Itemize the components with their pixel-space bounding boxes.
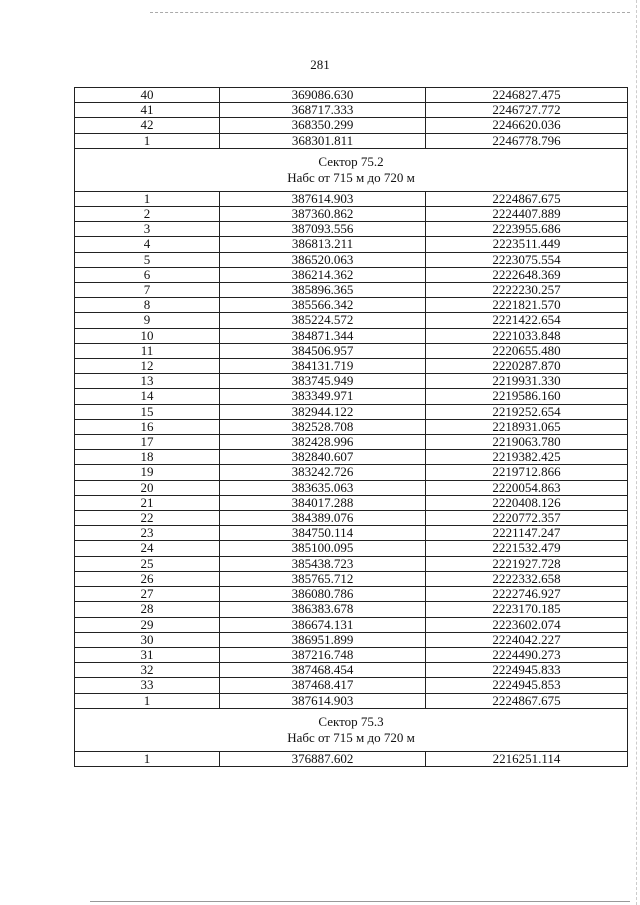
point-number-cell: 18 bbox=[75, 450, 220, 465]
section-header-row bbox=[75, 148, 628, 191]
x-coordinate-cell: 382840.607 bbox=[220, 450, 426, 465]
table-row bbox=[75, 751, 628, 766]
point-number-cell: 26 bbox=[75, 571, 220, 586]
table-row bbox=[75, 617, 628, 632]
table-row bbox=[75, 632, 628, 647]
x-coordinate-cell: 387468.417 bbox=[220, 678, 426, 693]
y-coordinate-cell: 2220408.126 bbox=[426, 495, 628, 510]
table-row bbox=[75, 88, 628, 103]
point-number-cell: 6 bbox=[75, 267, 220, 282]
point-number-cell: 30 bbox=[75, 632, 220, 647]
table-row bbox=[75, 693, 628, 708]
point-number-cell: 42 bbox=[75, 118, 220, 133]
table-row bbox=[75, 103, 628, 118]
y-coordinate-cell: 2220054.863 bbox=[426, 480, 628, 495]
page-number: 281 bbox=[310, 57, 330, 72]
point-number-cell: 23 bbox=[75, 526, 220, 541]
point-number-cell: 28 bbox=[75, 602, 220, 617]
section-title: Сектор 75.2 bbox=[318, 153, 384, 169]
table-row bbox=[75, 678, 628, 693]
table-row bbox=[75, 222, 628, 237]
table-row bbox=[75, 511, 628, 526]
point-number-cell: 13 bbox=[75, 374, 220, 389]
y-coordinate-cell: 2219382.425 bbox=[426, 450, 628, 465]
y-coordinate-cell: 2222230.257 bbox=[426, 283, 628, 298]
table-row bbox=[75, 343, 628, 358]
point-number-cell: 33 bbox=[75, 678, 220, 693]
y-coordinate-cell: 2222332.658 bbox=[426, 571, 628, 586]
table-row bbox=[75, 298, 628, 313]
section-subtitle: Набс от 715 м до 720 м bbox=[287, 169, 415, 185]
section-header bbox=[75, 148, 628, 191]
point-number-cell: 27 bbox=[75, 587, 220, 602]
table-row bbox=[75, 663, 628, 678]
x-coordinate-cell: 385100.095 bbox=[220, 541, 426, 556]
table-row bbox=[75, 313, 628, 328]
x-coordinate-cell: 387216.748 bbox=[220, 647, 426, 662]
table-row bbox=[75, 541, 628, 556]
y-coordinate-cell: 2246827.475 bbox=[426, 88, 628, 103]
point-number-cell: 19 bbox=[75, 465, 220, 480]
x-coordinate-cell: 386813.211 bbox=[220, 237, 426, 252]
x-coordinate-cell: 383745.949 bbox=[220, 374, 426, 389]
y-coordinate-cell: 2221821.570 bbox=[426, 298, 628, 313]
point-number-cell: 1 bbox=[75, 693, 220, 708]
y-coordinate-cell: 2220287.870 bbox=[426, 359, 628, 374]
y-coordinate-cell: 2219252.654 bbox=[426, 404, 628, 419]
table-row bbox=[75, 133, 628, 148]
point-number-cell: 1 bbox=[75, 191, 220, 206]
x-coordinate-cell: 368350.299 bbox=[220, 118, 426, 133]
point-number-cell: 41 bbox=[75, 103, 220, 118]
y-coordinate-cell: 2224042.227 bbox=[426, 632, 628, 647]
table-row bbox=[75, 252, 628, 267]
point-number-cell: 10 bbox=[75, 328, 220, 343]
table-row bbox=[75, 419, 628, 434]
table-row bbox=[75, 267, 628, 282]
point-number-cell: 3 bbox=[75, 222, 220, 237]
table-row bbox=[75, 571, 628, 586]
x-coordinate-cell: 386674.131 bbox=[220, 617, 426, 632]
point-number-cell: 15 bbox=[75, 404, 220, 419]
x-coordinate-cell: 386951.899 bbox=[220, 632, 426, 647]
y-coordinate-cell: 2221147.247 bbox=[426, 526, 628, 541]
point-number-cell: 4 bbox=[75, 237, 220, 252]
x-coordinate-cell: 384131.719 bbox=[220, 359, 426, 374]
x-coordinate-cell: 384389.076 bbox=[220, 511, 426, 526]
section-subtitle: Набс от 715 м до 720 м bbox=[287, 729, 415, 745]
point-number-cell: 12 bbox=[75, 359, 220, 374]
y-coordinate-cell: 2219063.780 bbox=[426, 435, 628, 450]
table-row bbox=[75, 480, 628, 495]
x-coordinate-cell: 385224.572 bbox=[220, 313, 426, 328]
point-number-cell: 20 bbox=[75, 480, 220, 495]
table-row bbox=[75, 495, 628, 510]
y-coordinate-cell: 2221532.479 bbox=[426, 541, 628, 556]
y-coordinate-cell: 2246620.036 bbox=[426, 118, 628, 133]
y-coordinate-cell: 2220772.357 bbox=[426, 511, 628, 526]
point-number-cell: 32 bbox=[75, 663, 220, 678]
y-coordinate-cell: 2224867.675 bbox=[426, 693, 628, 708]
point-number-cell: 17 bbox=[75, 435, 220, 450]
point-number-cell: 11 bbox=[75, 343, 220, 358]
x-coordinate-cell: 387360.862 bbox=[220, 207, 426, 222]
x-coordinate-cell: 384017.288 bbox=[220, 495, 426, 510]
x-coordinate-cell: 384750.114 bbox=[220, 526, 426, 541]
table-row bbox=[75, 587, 628, 602]
table-row bbox=[75, 602, 628, 617]
x-coordinate-cell: 386383.678 bbox=[220, 602, 426, 617]
point-number-cell: 31 bbox=[75, 647, 220, 662]
y-coordinate-cell: 2222746.927 bbox=[426, 587, 628, 602]
y-coordinate-cell: 2246727.772 bbox=[426, 103, 628, 118]
y-coordinate-cell: 2219712.866 bbox=[426, 465, 628, 480]
y-coordinate-cell: 2221033.848 bbox=[426, 328, 628, 343]
table-row bbox=[75, 118, 628, 133]
table-row bbox=[75, 556, 628, 571]
section-title: Сектор 75.3 bbox=[318, 713, 384, 729]
x-coordinate-cell: 387614.903 bbox=[220, 693, 426, 708]
point-number-cell: 25 bbox=[75, 556, 220, 571]
point-number-cell: 1 bbox=[75, 133, 220, 148]
y-coordinate-cell: 2224490.273 bbox=[426, 647, 628, 662]
x-coordinate-cell: 383635.063 bbox=[220, 480, 426, 495]
y-coordinate-cell: 2246778.796 bbox=[426, 133, 628, 148]
point-number-cell: 9 bbox=[75, 313, 220, 328]
x-coordinate-cell: 384506.957 bbox=[220, 343, 426, 358]
y-coordinate-cell: 2220655.480 bbox=[426, 343, 628, 358]
y-coordinate-cell: 2224407.889 bbox=[426, 207, 628, 222]
y-coordinate-cell: 2216251.114 bbox=[426, 751, 628, 766]
x-coordinate-cell: 386214.362 bbox=[220, 267, 426, 282]
table-row bbox=[75, 374, 628, 389]
x-coordinate-cell: 386080.786 bbox=[220, 587, 426, 602]
y-coordinate-cell: 2223075.554 bbox=[426, 252, 628, 267]
table-row bbox=[75, 237, 628, 252]
coordinates-table bbox=[74, 87, 628, 767]
table-row bbox=[75, 328, 628, 343]
x-coordinate-cell: 383349.971 bbox=[220, 389, 426, 404]
y-coordinate-cell: 2224945.853 bbox=[426, 678, 628, 693]
point-number-cell: 5 bbox=[75, 252, 220, 267]
x-coordinate-cell: 386520.063 bbox=[220, 252, 426, 267]
y-coordinate-cell: 2224867.675 bbox=[426, 191, 628, 206]
point-number-cell: 24 bbox=[75, 541, 220, 556]
x-coordinate-cell: 385438.723 bbox=[220, 556, 426, 571]
scan-edge-right bbox=[636, 0, 637, 905]
point-number-cell: 7 bbox=[75, 283, 220, 298]
table-row bbox=[75, 526, 628, 541]
table-row bbox=[75, 465, 628, 480]
point-number-cell: 21 bbox=[75, 495, 220, 510]
table-row bbox=[75, 647, 628, 662]
table-row bbox=[75, 435, 628, 450]
point-number-cell: 8 bbox=[75, 298, 220, 313]
y-coordinate-cell: 2223170.185 bbox=[426, 602, 628, 617]
x-coordinate-cell: 385896.365 bbox=[220, 283, 426, 298]
y-coordinate-cell: 2218931.065 bbox=[426, 419, 628, 434]
x-coordinate-cell: 385765.712 bbox=[220, 571, 426, 586]
y-coordinate-cell: 2223602.074 bbox=[426, 617, 628, 632]
coordinates-table-body bbox=[75, 88, 628, 767]
x-coordinate-cell: 385566.342 bbox=[220, 298, 426, 313]
point-number-cell: 1 bbox=[75, 751, 220, 766]
x-coordinate-cell: 387468.454 bbox=[220, 663, 426, 678]
y-coordinate-cell: 2219586.160 bbox=[426, 389, 628, 404]
point-number-cell: 40 bbox=[75, 88, 220, 103]
x-coordinate-cell: 383242.726 bbox=[220, 465, 426, 480]
x-coordinate-cell: 384871.344 bbox=[220, 328, 426, 343]
x-coordinate-cell: 382428.996 bbox=[220, 435, 426, 450]
point-number-cell: 2 bbox=[75, 207, 220, 222]
section-header bbox=[75, 708, 628, 751]
point-number-cell: 14 bbox=[75, 389, 220, 404]
x-coordinate-cell: 387614.903 bbox=[220, 191, 426, 206]
x-coordinate-cell: 368301.811 bbox=[220, 133, 426, 148]
point-number-cell: 29 bbox=[75, 617, 220, 632]
table-row bbox=[75, 450, 628, 465]
table-row bbox=[75, 207, 628, 222]
x-coordinate-cell: 382944.122 bbox=[220, 404, 426, 419]
y-coordinate-cell: 2224945.833 bbox=[426, 663, 628, 678]
table-row bbox=[75, 191, 628, 206]
scan-edge-bottom bbox=[90, 901, 630, 902]
y-coordinate-cell: 2223511.449 bbox=[426, 237, 628, 252]
table-row bbox=[75, 404, 628, 419]
x-coordinate-cell: 369086.630 bbox=[220, 88, 426, 103]
table-row bbox=[75, 283, 628, 298]
scan-edge-top bbox=[150, 12, 630, 13]
x-coordinate-cell: 387093.556 bbox=[220, 222, 426, 237]
x-coordinate-cell: 368717.333 bbox=[220, 103, 426, 118]
y-coordinate-cell: 2221422.654 bbox=[426, 313, 628, 328]
y-coordinate-cell: 2222648.369 bbox=[426, 267, 628, 282]
x-coordinate-cell: 376887.602 bbox=[220, 751, 426, 766]
table-row bbox=[75, 359, 628, 374]
point-number-cell: 16 bbox=[75, 419, 220, 434]
y-coordinate-cell: 2219931.330 bbox=[426, 374, 628, 389]
y-coordinate-cell: 2223955.686 bbox=[426, 222, 628, 237]
section-header-row bbox=[75, 708, 628, 751]
y-coordinate-cell: 2221927.728 bbox=[426, 556, 628, 571]
point-number-cell: 22 bbox=[75, 511, 220, 526]
table-row bbox=[75, 389, 628, 404]
x-coordinate-cell: 382528.708 bbox=[220, 419, 426, 434]
